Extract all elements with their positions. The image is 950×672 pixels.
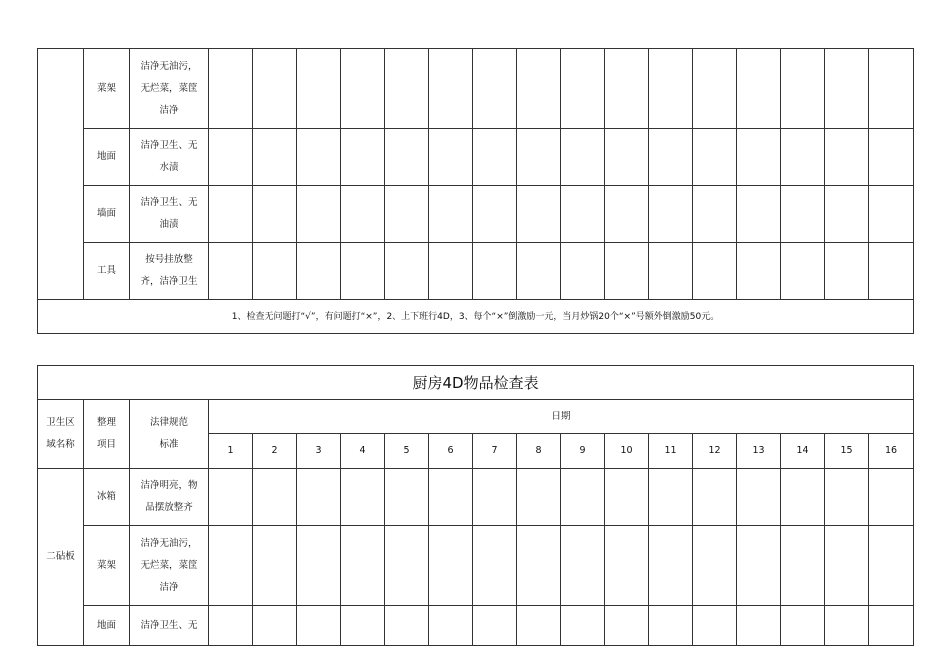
standard-cell [130, 186, 209, 243]
check-cell[interactable] [341, 49, 385, 129]
date-header: 日期 [209, 400, 914, 434]
check-cell[interactable] [209, 129, 253, 186]
check-cell[interactable] [605, 243, 649, 300]
check-cell[interactable] [693, 129, 737, 186]
check-cell[interactable] [737, 186, 781, 243]
check-cell[interactable] [253, 606, 297, 646]
check-cell[interactable] [517, 243, 561, 300]
check-cell[interactable] [341, 129, 385, 186]
check-cell[interactable] [781, 469, 825, 526]
check-cell[interactable] [693, 469, 737, 526]
item-header-line: 项目 [96, 439, 116, 450]
table-row [38, 469, 914, 526]
day-header: 9 [561, 434, 605, 469]
check-cell[interactable] [341, 526, 385, 606]
check-cell[interactable] [825, 526, 869, 606]
check-cell[interactable] [517, 606, 561, 646]
header-row [38, 400, 914, 434]
check-cell[interactable] [825, 469, 869, 526]
day-header: 11 [649, 434, 693, 469]
check-cell[interactable] [517, 186, 561, 243]
check-cell[interactable] [341, 606, 385, 646]
check-cell[interactable] [737, 606, 781, 646]
check-cell[interactable] [517, 129, 561, 186]
check-cell[interactable] [561, 526, 605, 606]
standard-cell-line: 无烂菜，菜筐 [140, 559, 198, 571]
standard-cell-line: 洁净卫生、无 [140, 620, 198, 631]
inspection-table-continued [37, 48, 914, 334]
check-cell[interactable] [693, 186, 737, 243]
day-header: 1 [209, 434, 253, 469]
standard-cell-line: 洁净 [159, 104, 179, 116]
day-header: 13 [737, 434, 781, 469]
check-cell[interactable] [385, 186, 429, 243]
check-cell[interactable] [869, 526, 914, 606]
check-cell[interactable] [781, 49, 825, 129]
standard-cell-line: 洁净无油污， [140, 537, 198, 549]
standard-cell-line: 无烂菜，菜筐 [140, 82, 198, 94]
check-cell[interactable] [385, 49, 429, 129]
standard-header [130, 400, 209, 469]
check-cell[interactable] [649, 186, 693, 243]
standard-cell [130, 606, 209, 646]
check-cell[interactable] [781, 526, 825, 606]
check-cell[interactable] [693, 526, 737, 606]
check-cell[interactable] [737, 243, 781, 300]
check-cell[interactable] [253, 129, 297, 186]
table-row [38, 243, 914, 300]
item-cell: 地面 [84, 606, 130, 646]
check-cell[interactable] [473, 606, 517, 646]
check-cell[interactable] [473, 526, 517, 606]
item-cell: 菜架 [84, 49, 130, 129]
standard-cell-line: 品摆放整齐 [145, 502, 193, 513]
check-cell[interactable] [825, 243, 869, 300]
check-cell[interactable] [473, 49, 517, 129]
check-cell[interactable] [605, 129, 649, 186]
check-cell[interactable] [605, 469, 649, 526]
day-header: 4 [341, 434, 385, 469]
check-cell[interactable] [869, 129, 914, 186]
check-cell[interactable] [517, 469, 561, 526]
check-cell[interactable] [517, 49, 561, 129]
item-cell: 墙面 [84, 186, 130, 243]
standard-header-line: 标准 [159, 439, 179, 450]
check-cell[interactable] [649, 526, 693, 606]
note-text: 1、检查无问题打“√”，有问题打“×”，2、上下班行4D，3、每个“×”倒激励一元，当月炒锅20个“×”号额外倒激励50元。 [38, 300, 914, 334]
item-header-line: 整理 [96, 417, 116, 428]
check-cell[interactable] [693, 606, 737, 646]
table-row [38, 606, 914, 646]
check-cell[interactable] [385, 606, 429, 646]
item-header [84, 400, 130, 469]
area-name-header-line: 域名称 [46, 439, 75, 450]
check-cell[interactable] [253, 49, 297, 129]
check-cell[interactable] [605, 606, 649, 646]
check-cell[interactable] [869, 469, 914, 526]
day-header: 8 [517, 434, 561, 469]
check-cell[interactable] [209, 526, 253, 606]
check-cell[interactable] [429, 186, 473, 243]
day-header: 15 [825, 434, 869, 469]
check-cell[interactable] [253, 243, 297, 300]
check-cell[interactable] [869, 606, 914, 646]
area-name-cell [38, 49, 84, 300]
check-cell[interactable] [341, 186, 385, 243]
check-cell[interactable] [517, 526, 561, 606]
day-header: 16 [869, 434, 914, 469]
check-cell[interactable] [297, 49, 341, 129]
check-cell[interactable] [385, 526, 429, 606]
day-header: 2 [253, 434, 297, 469]
check-cell[interactable] [825, 186, 869, 243]
standard-cell [130, 129, 209, 186]
check-cell[interactable] [605, 49, 649, 129]
check-cell[interactable] [429, 243, 473, 300]
check-cell[interactable] [649, 49, 693, 129]
check-cell[interactable] [297, 186, 341, 243]
standard-cell-line: 油渍 [159, 219, 179, 230]
check-cell[interactable] [209, 243, 253, 300]
standard-cell-line: 齐，洁净卫生 [140, 276, 198, 287]
check-cell[interactable] [253, 186, 297, 243]
note-row [38, 300, 914, 334]
check-cell[interactable] [297, 243, 341, 300]
day-header: 10 [605, 434, 649, 469]
day-header: 5 [385, 434, 429, 469]
check-cell[interactable] [429, 526, 473, 606]
check-cell[interactable] [869, 49, 914, 129]
check-cell[interactable] [429, 129, 473, 186]
day-header: 3 [297, 434, 341, 469]
check-cell[interactable] [561, 469, 605, 526]
item-cell: 冰箱 [84, 469, 130, 526]
standard-cell-line: 洁净明亮，物 [140, 480, 198, 491]
check-cell[interactable] [869, 243, 914, 300]
day-header: 14 [781, 434, 825, 469]
check-cell[interactable] [473, 469, 517, 526]
check-cell[interactable] [473, 243, 517, 300]
standard-cell [130, 469, 209, 526]
table-row [38, 186, 914, 243]
check-cell[interactable] [561, 129, 605, 186]
check-cell[interactable] [825, 606, 869, 646]
standard-cell [130, 526, 209, 606]
check-cell[interactable] [341, 243, 385, 300]
kitchen-4d-inspection-table [37, 365, 914, 646]
check-cell[interactable] [385, 469, 429, 526]
check-cell[interactable] [781, 186, 825, 243]
standard-header-line: 法律规范 [149, 417, 188, 428]
standard-cell [130, 243, 209, 300]
check-cell[interactable] [253, 469, 297, 526]
check-cell[interactable] [737, 526, 781, 606]
standard-cell-line: 洁净卫生、无 [140, 140, 198, 151]
check-cell[interactable] [649, 129, 693, 186]
check-cell[interactable] [825, 129, 869, 186]
check-cell[interactable] [737, 469, 781, 526]
check-cell[interactable] [561, 49, 605, 129]
check-cell[interactable] [209, 186, 253, 243]
check-cell[interactable] [649, 606, 693, 646]
check-cell[interactable] [297, 526, 341, 606]
check-cell[interactable] [209, 606, 253, 646]
check-cell[interactable] [429, 49, 473, 129]
check-cell[interactable] [737, 129, 781, 186]
check-cell[interactable] [385, 243, 429, 300]
check-cell[interactable] [781, 606, 825, 646]
check-cell[interactable] [429, 469, 473, 526]
check-cell[interactable] [209, 49, 253, 129]
standard-cell-line: 水渍 [159, 162, 179, 173]
check-cell[interactable] [429, 606, 473, 646]
area-name-header-line: 卫生区 [46, 417, 75, 428]
day-header: 6 [429, 434, 473, 469]
check-cell[interactable] [341, 469, 385, 526]
standard-cell [130, 49, 209, 129]
area-name-cell: 二砧板 [38, 469, 84, 646]
table-row [38, 49, 914, 129]
item-cell: 地面 [84, 129, 130, 186]
check-cell[interactable] [781, 129, 825, 186]
standard-cell-line: 洁净无油污， [140, 60, 198, 72]
standard-cell-line: 洁净卫生、无 [140, 197, 198, 208]
check-cell[interactable] [385, 129, 429, 186]
item-cell: 菜架 [84, 526, 130, 606]
check-cell[interactable] [693, 49, 737, 129]
check-cell[interactable] [869, 186, 914, 243]
check-cell[interactable] [825, 49, 869, 129]
check-cell[interactable] [693, 243, 737, 300]
check-cell[interactable] [209, 469, 253, 526]
table-title: 厨房4D物品检查表 [38, 366, 914, 400]
table-row [38, 129, 914, 186]
check-cell[interactable] [473, 129, 517, 186]
check-cell[interactable] [605, 526, 649, 606]
check-cell[interactable] [605, 186, 649, 243]
check-cell[interactable] [297, 469, 341, 526]
check-cell[interactable] [561, 186, 605, 243]
item-cell: 工具 [84, 243, 130, 300]
check-cell[interactable] [737, 49, 781, 129]
standard-cell-line: 按号挂放整 [145, 254, 193, 265]
check-cell[interactable] [561, 243, 605, 300]
table-row [38, 526, 914, 606]
check-cell[interactable] [297, 129, 341, 186]
title-row [38, 366, 914, 400]
check-cell[interactable] [649, 469, 693, 526]
check-cell[interactable] [297, 606, 341, 646]
standard-cell-line: 洁净 [159, 581, 179, 593]
check-cell[interactable] [253, 526, 297, 606]
day-header: 7 [473, 434, 517, 469]
check-cell[interactable] [781, 243, 825, 300]
check-cell[interactable] [473, 186, 517, 243]
day-header: 12 [693, 434, 737, 469]
area-name-header [38, 400, 84, 469]
check-cell[interactable] [649, 243, 693, 300]
check-cell[interactable] [561, 606, 605, 646]
